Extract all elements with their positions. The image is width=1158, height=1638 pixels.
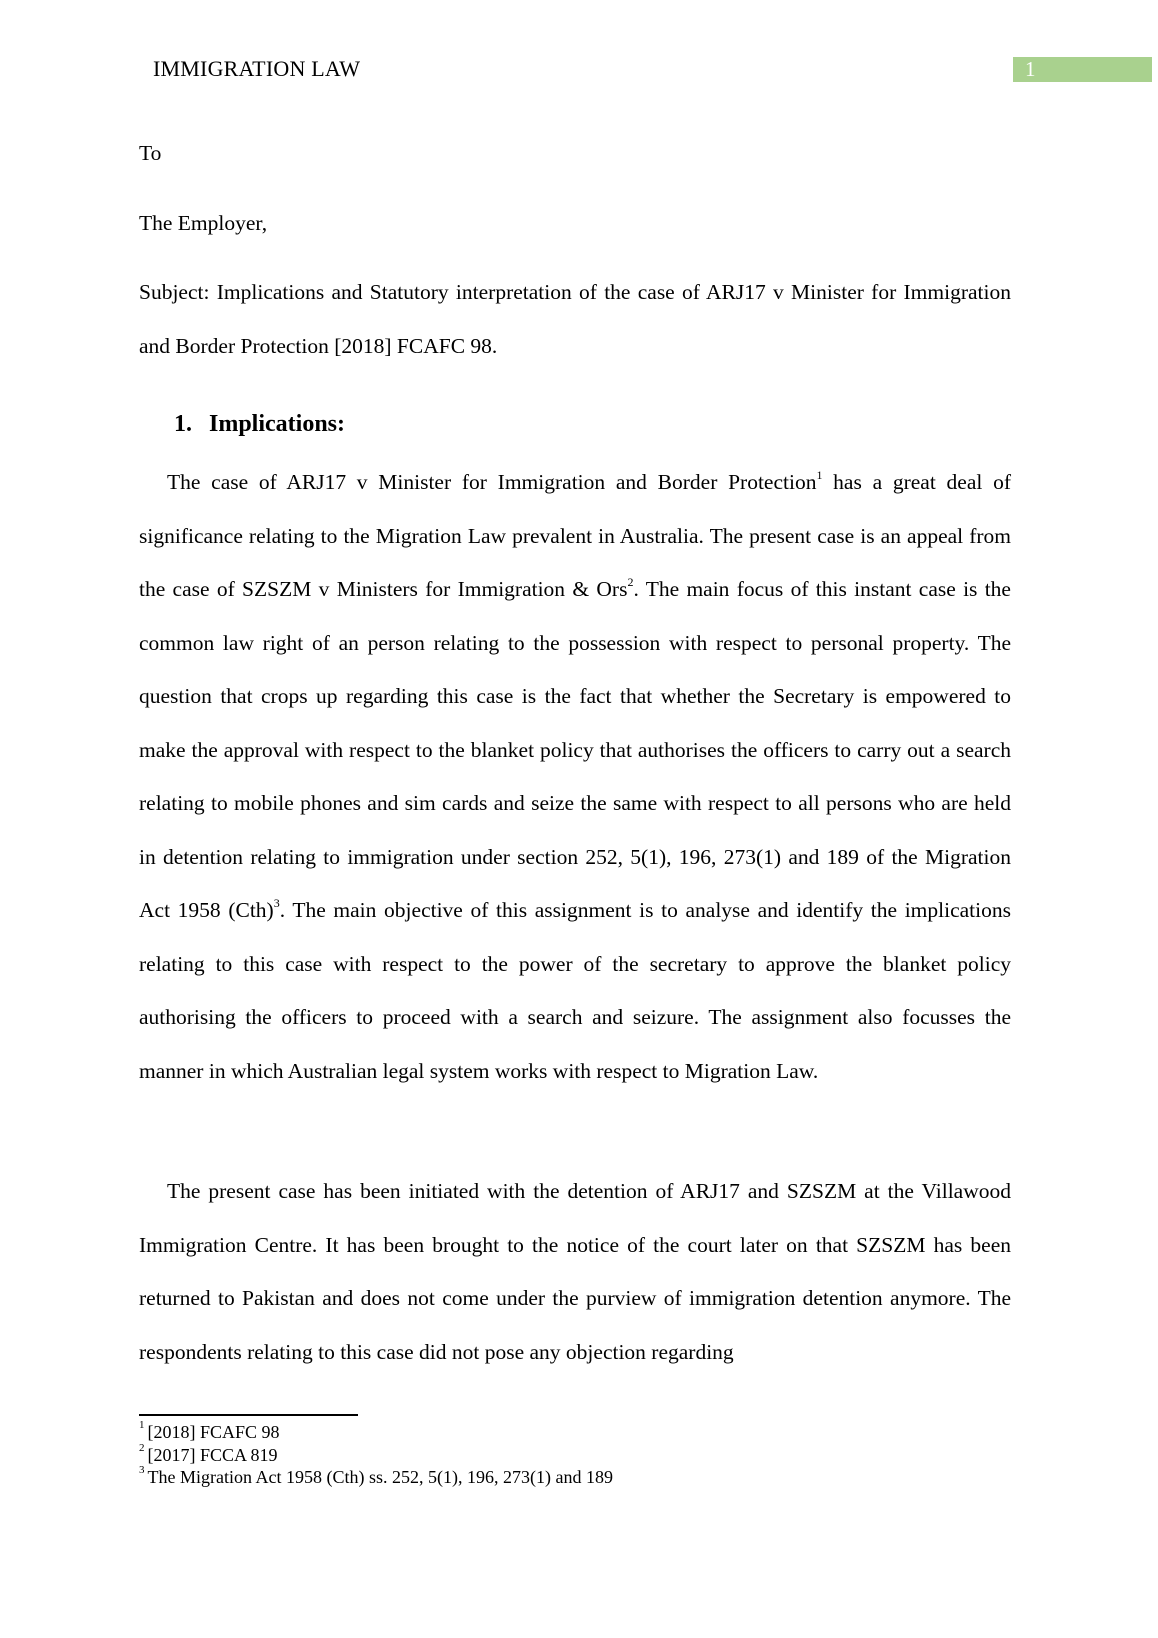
paragraph-case-background: The present case has been initiated with the detention of ARJ17 and SZSZM at the Villawood Immigration Centre. It has been brought to the notice of the court later on that SZSZM has been returned to Pakistan and does not come under the purview of immigration detention anymore. The respondents relating to this case did not pose any objection regarding bbox=[139, 1179, 1011, 1364]
paragraph-text: The case of ARJ17 v Minister for Immigration and Border Protection bbox=[167, 470, 817, 494]
footnote-number: 3 bbox=[139, 1464, 145, 1476]
footnote-reference[interactable]: 3 bbox=[273, 895, 280, 910]
recipient-line: The Employer, bbox=[139, 211, 268, 235]
footnote-item bbox=[139, 1421, 613, 1444]
header-title: IMMIGRATION LAW bbox=[153, 56, 361, 81]
footnote-item bbox=[139, 1466, 613, 1489]
paragraph-implications bbox=[139, 456, 1011, 1098]
paragraph-text: has a great deal of significance relating to the Migration Law prevalent in Australia. The present case is an appeal from the case of SZSZM v Ministers for Immigration & Ors bbox=[139, 470, 1011, 601]
paragraph-text: . The main focus of this instant case is the common law right of an person relating to the possession with respect to personal property. The question that crops up regarding this case is the fact that whether the Secretary is empowered to make the approval with respect to the blanket policy that authorises the officers to carry out a search relating to mobile phones and sim cards and seize the same with respect to all persons who are held in detention relating to immigration under section 252, 5(1), 196, 273(1) and 189 of the Migration Act 1958 (Cth) bbox=[139, 577, 1011, 922]
paragraph-text: . The main objective of this assignment is to analyse and identify the implications relating to this case with respect to the power of the secretary to approve the blanket policy authorising the officers to proceed with a search and seizure. The assignment also focusses the manner in which Australian legal system works with respect to Migration Law. bbox=[139, 898, 1011, 1083]
salutation-to: To bbox=[139, 141, 162, 165]
section-title: Implications: bbox=[209, 411, 346, 437]
footnote-reference[interactable]: 2 bbox=[627, 574, 634, 589]
subject-line: Subject: Implications and Statutory interpretation of the case of ARJ17 v Minister for Immigration and Border Protection [2018] FCAFC 98. bbox=[139, 280, 1011, 358]
page-number: 1 bbox=[1013, 57, 1152, 82]
footnote-item bbox=[139, 1441, 613, 1467]
footnote-separator bbox=[139, 1414, 358, 1416]
footnote-text: [2018] FCAFC 98 bbox=[147, 1422, 280, 1442]
footnote-text: [2017] FCCA 819 bbox=[147, 1444, 278, 1465]
footnote-text: The Migration Act 1958 (Cth) ss. 252, 5(1), 196, 273(1) and 189 bbox=[147, 1467, 613, 1487]
footnotes bbox=[139, 1421, 613, 1489]
footnote-number: 1 bbox=[139, 1419, 145, 1431]
footnote-reference[interactable]: 1 bbox=[816, 467, 823, 482]
footnote-number: 2 bbox=[139, 1441, 145, 1454]
section-number: 1. bbox=[174, 411, 192, 437]
section-heading bbox=[174, 400, 345, 448]
